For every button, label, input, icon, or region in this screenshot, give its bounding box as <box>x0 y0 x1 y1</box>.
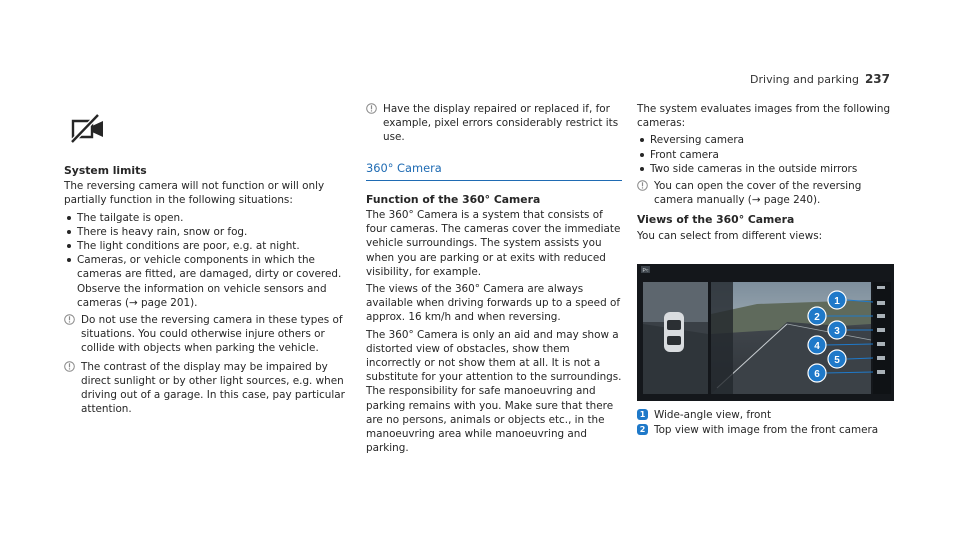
legend-text: Wide-angle view, front <box>654 409 772 421</box>
list-item: There is heavy rain, snow or fog. <box>64 225 354 239</box>
situation-list <box>64 211 354 310</box>
callout-3 <box>828 321 846 339</box>
note <box>366 102 622 145</box>
camera-off-icon <box>70 114 108 144</box>
svg-text:3: 3 <box>834 326 840 337</box>
info-note-icon <box>64 361 75 372</box>
section-title: 360° Camera <box>366 161 622 181</box>
legend-item <box>637 423 895 437</box>
legend-text: Top view with image from the front camera <box>654 424 879 437</box>
note-text: Do not use the reversing camera in these types of situations. You could otherwise injure others or collide with objects when parking the vehicle. <box>81 314 343 355</box>
list-item: Reversing camera <box>637 133 895 147</box>
svg-text:2: 2 <box>814 312 820 323</box>
camera-display-illustration <box>637 264 894 401</box>
list-item: The tailgate is open. <box>64 211 354 225</box>
callout-4 <box>808 336 826 354</box>
section-name: Driving and parking <box>750 73 859 86</box>
system-limits-title: System limits <box>64 164 147 177</box>
column-middle <box>366 102 622 458</box>
list-item: The light conditions are poor, e.g. at night. <box>64 239 354 253</box>
svg-text:5: 5 <box>834 355 840 366</box>
list-item: Cameras, or vehicle components in which the cameras are fitted, are damaged, dirty or covered. Observe the information on vehicle sensors and cameras (→ page 201). <box>64 253 354 310</box>
svg-text:4: 4 <box>814 341 820 352</box>
svg-text:1: 1 <box>834 296 840 307</box>
info-note-icon <box>366 103 377 114</box>
callout-6 <box>808 364 826 382</box>
callout-5 <box>828 350 846 368</box>
paragraph: The 360° Camera is only an aid and may show a distorted view of obstacles, show them incorrectly or not show them at all. It is not a substitute for your attention to the surroundings. The responsibility for safe manoeuvring and parking remains with you. Make sure that there are no persons, animals or objects etc., in the manoeuvring area while manoeuvring and parking. <box>366 328 622 455</box>
note-text: You can open the cover of the reversing camera manually (→ page 240). <box>654 180 862 207</box>
legend-number: 2 <box>637 424 648 435</box>
camera-display-image <box>637 264 894 401</box>
image-legend <box>637 408 895 438</box>
list-item: Two side cameras in the outside mirrors <box>637 162 895 176</box>
note <box>64 360 354 417</box>
legend-item <box>637 408 895 422</box>
intro-text: The reversing camera will not function or will only partially function in the following situations: <box>64 180 325 207</box>
note <box>637 179 895 207</box>
note-text: The contrast of the display may be impaired by direct sunlight or by other light sources, e.g. when driving out of a garage. In this case, pay particular attention. <box>81 360 345 416</box>
list-item: Front camera <box>637 148 895 162</box>
info-note-icon <box>637 180 648 191</box>
page-header <box>750 72 890 86</box>
column-right <box>637 102 895 246</box>
note-text: Have the display repaired or replaced if, for example, pixel errors considerably restrict its use. <box>383 103 619 144</box>
legend-number: 1 <box>637 409 648 420</box>
cameras-intro: The system evaluates images from the following cameras: <box>637 103 891 130</box>
callout-1 <box>828 291 846 309</box>
views-subheading: Views of the 360° Camera <box>637 213 795 227</box>
camera-list <box>637 133 895 176</box>
views-intro: You can select from different views: <box>637 229 823 242</box>
paragraph: The 360° Camera is a system that consists of four cameras. The cameras cover the immediate vehicle surroundings. The system assists you when you are parking or at exits with reduced visibility, for example. <box>366 209 621 278</box>
callout-2 <box>808 307 826 325</box>
column-left <box>64 114 354 420</box>
paragraph: The views of the 360° Camera are always available when driving forwards up to a speed of approx. 16 km/h and when reversing. <box>366 283 620 324</box>
page-number: 237 <box>864 72 890 86</box>
image-badge: P≈ <box>642 268 649 274</box>
function-subheading: Function of the 360° Camera <box>366 192 541 206</box>
svg-text:6: 6 <box>814 369 820 380</box>
note <box>64 313 354 356</box>
info-note-icon <box>64 314 75 325</box>
